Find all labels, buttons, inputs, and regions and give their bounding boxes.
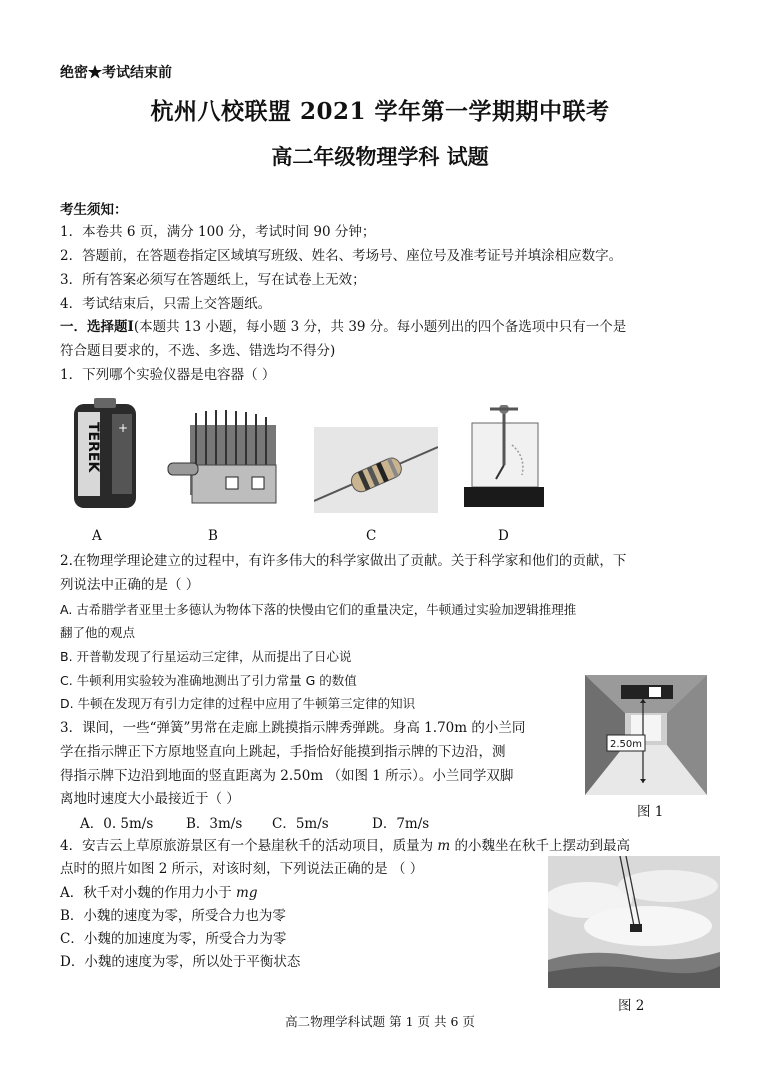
q2-stem: 2.在物理学理论建立的过程中，有许多伟大的科学家做出了贡献。关于科学家和他们的贡献，下 xyxy=(60,553,627,569)
q3-option-b: B．3m/s xyxy=(186,816,243,832)
q2-option-d: D. 牛顿在发现万有引力定律的过程中应用了牛顿第三定律的知识 xyxy=(60,696,416,711)
option-label-c: C xyxy=(366,528,377,544)
notice-heading: 考生须知： xyxy=(60,202,128,218)
secrecy-label: 绝密★考试结束前 xyxy=(60,65,172,81)
q2-option-a-cont: 翻了他的观点 xyxy=(60,625,136,640)
notice-item: 4．考试结束后，只需上交答题纸。 xyxy=(60,296,272,312)
svg-text:+: + xyxy=(118,421,129,435)
exam-title: 杭州八校联盟 2021 学年第一学期期中联考 xyxy=(150,98,610,125)
notice-item: 1．本卷共 6 页，满分 100 分，考试时间 90 分钟； xyxy=(60,224,376,240)
q1-stem: 1．下列哪个实验仪器是电容器（ ） xyxy=(60,367,276,383)
section-heading xyxy=(60,317,626,337)
battery-brand-text: TEREK xyxy=(85,422,101,473)
q4-option-d: D．小魏的速度为零，所以处于平衡状态 xyxy=(60,954,301,970)
electroscope-image xyxy=(460,405,548,511)
q4-option-a-var: mg xyxy=(236,885,258,901)
resistor-image xyxy=(314,427,438,513)
figure-1-corridor xyxy=(585,675,707,795)
notice-item: 2．答题前，在答题卷指定区域填写班级、姓名、考场号、座位号及准考证号并填涂相应数字。 xyxy=(60,248,623,264)
q3-stem-line3: 得指示牌下边沿到地面的竖直距离为 2.50m （如图 1 所示）。小兰同学双脚 xyxy=(60,768,514,784)
q4-option-b: B．小魏的速度为零，所受合力也为零 xyxy=(60,908,286,924)
q2-option-a: A. 古希腊学者亚里士多德认为物体下落的快慢由它们的重量决定，牛顿通过实验加逻辑推理推 xyxy=(60,602,577,617)
q2-option-c: C. 牛顿利用实验较为准确地测出了引力常量 G 的数值 xyxy=(60,673,357,688)
section-heading-rest: (本题共 13 小题，每小题 3 分，共 39 分。每小题列出的四个备选项中只有一个是 xyxy=(133,319,627,335)
q4-stem xyxy=(60,836,630,856)
figure-2-cliff-swing xyxy=(548,856,720,988)
q2-option-b: B. 开普勒发现了行星运动三定律，从而提出了日心说 xyxy=(60,649,352,664)
q4-stem-line2: 点时的照片如图 2 所示，对该时刻，下列说法正确的是 （ ） xyxy=(60,861,424,877)
q4-option-c: C．小魏的加速度为零，所受合力为零 xyxy=(60,931,287,947)
figure-2-label: 图 2 xyxy=(618,998,645,1014)
figure-1-label: 图 1 xyxy=(637,804,664,820)
q2-stem-line2: 列说法中正确的是（ ） xyxy=(60,577,200,593)
q3-option-d: D．7m/s xyxy=(372,816,430,832)
figure-1-measure: 2.50m xyxy=(610,739,643,750)
page-footer: 高二物理学科试题 第 1 页 共 6 页 xyxy=(285,1014,475,1029)
q3-stem: 3．课间，一些“弹簧”男常在走廊上跳摸指示牌秀弹跳。身高 1.70m 的小兰同 xyxy=(60,720,526,736)
option-label-a: A xyxy=(92,528,102,544)
q4-stem-pre: 4．安吉云上草原旅游景区有一个悬崖秋千的活动项目，质量为 xyxy=(60,838,438,854)
notice-item: 3．所有答案必须写在答题纸上，写在试卷上无效； xyxy=(60,272,366,288)
q3-option-a: A．0. 5m/s xyxy=(80,816,154,832)
exam-subtitle: 高二年级物理学科 试题 xyxy=(271,144,489,169)
option-label-d: D xyxy=(498,528,509,544)
q3-option-c: C．5m/s xyxy=(272,816,329,832)
q4-stem-post: 的小魏坐在秋千上摆动到最高 xyxy=(450,838,630,854)
q4-option-a-text: A．秋千对小魏的作用力小于 xyxy=(60,885,237,901)
option-label-b: B xyxy=(208,528,218,544)
q3-stem-line4: 离地时速度大小最接近于（ ） xyxy=(60,791,240,807)
section-heading-bold: 一．选择题Ⅰ xyxy=(60,319,134,335)
variable-capacitor-image xyxy=(166,405,288,510)
battery-image xyxy=(72,398,140,510)
q4-option-a xyxy=(60,883,258,903)
section-heading-line2: 符合题目要求的，不选、多选、错选均不得分) xyxy=(60,343,336,359)
q4-mass-var: m xyxy=(437,838,451,854)
q3-stem-line2: 学在指示牌正下方原地竖直向上跳起，手指恰好能摸到指示牌的下边沿，测 xyxy=(60,744,506,760)
